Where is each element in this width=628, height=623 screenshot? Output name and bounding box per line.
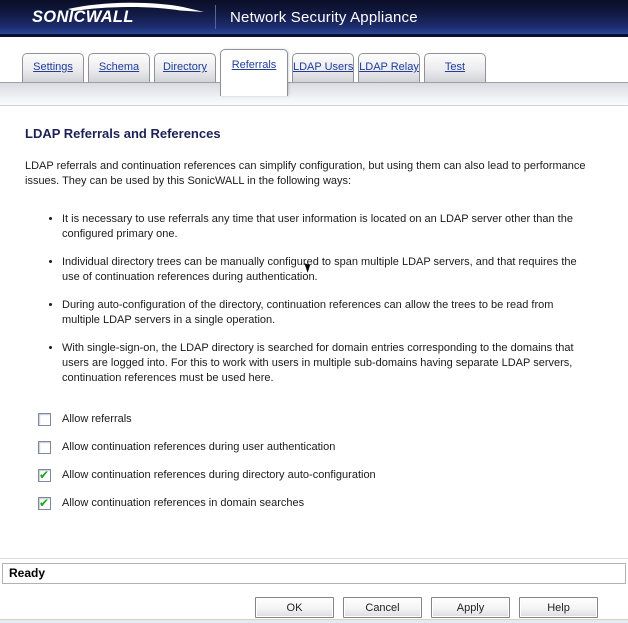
bullet-item: • With single-sign-on, the LDAP directory is searched for domain entries corresponding to the domains that users are logged into. For this to work with users in multiple sub-domains having separate LDAP servers, continuation references must be used here. bbox=[62, 341, 590, 386]
bullet-item: • It is necessary to use referrals any time that user information is located on an LDAP server other than the configured primary one. bbox=[62, 212, 590, 242]
toolbar-band bbox=[0, 82, 628, 106]
checkbox-row bbox=[38, 439, 603, 455]
checkbox-row bbox=[38, 411, 603, 427]
checkbox-label: Allow continuation references during directory auto-configuration bbox=[62, 469, 376, 481]
footer-divider bbox=[0, 558, 628, 559]
tab-referrals[interactable]: Referrals bbox=[220, 49, 288, 96]
button-row bbox=[255, 597, 598, 618]
bullet-list bbox=[45, 212, 590, 386]
bullet-item: • During auto-configuration of the directory, continuation references can allow the trees to be read from multiple LDAP servers in a single operation. bbox=[62, 298, 590, 328]
tab-settings[interactable]: Settings bbox=[22, 53, 84, 82]
checkbox-label: Allow referrals bbox=[62, 413, 132, 425]
header-divider bbox=[215, 5, 216, 29]
tab-schema[interactable]: Schema bbox=[88, 53, 150, 82]
checkbox-row bbox=[38, 495, 603, 511]
tab-test[interactable]: Test bbox=[424, 53, 486, 82]
appliance-title: Network Security Appliance bbox=[230, 8, 418, 26]
intro-text: LDAP referrals and continuation references can simplify configuration, but using them can also lead to performance issues. They can be used by this SonicWALL in the following ways: bbox=[25, 160, 586, 187]
status-text: Ready bbox=[9, 566, 46, 580]
bullet-item: • Individual directory trees can be manually configured to span multiple LDAP servers, and that requires the use of continuation references during authentication. bbox=[62, 255, 590, 285]
tab-ldap-relay[interactable]: LDAP Relay bbox=[358, 53, 420, 82]
allow-continuation-domain-search-checkbox[interactable] bbox=[38, 497, 51, 510]
tab-bar bbox=[0, 37, 628, 82]
sonicwall-logo bbox=[0, 2, 215, 33]
sonicwall-logo-icon bbox=[28, 2, 213, 28]
allow-continuation-user-auth-checkbox[interactable] bbox=[38, 441, 51, 454]
svg-text:SONICWALL: SONICWALL bbox=[32, 7, 134, 26]
checkbox-row bbox=[38, 467, 603, 483]
ok-button[interactable]: OK bbox=[255, 597, 334, 618]
app-header bbox=[0, 0, 628, 37]
tab-directory[interactable]: Directory bbox=[154, 53, 216, 82]
cancel-button[interactable]: Cancel bbox=[343, 597, 422, 618]
checkbox-group bbox=[38, 411, 603, 511]
checkbox-label: Allow continuation references during user authentication bbox=[62, 441, 336, 453]
page-title: LDAP Referrals and References bbox=[25, 126, 221, 141]
apply-button[interactable]: Apply bbox=[431, 597, 510, 618]
allow-referrals-checkbox[interactable] bbox=[38, 413, 51, 426]
help-button[interactable]: Help bbox=[519, 597, 598, 618]
main-content bbox=[0, 106, 628, 511]
checkbox-label: Allow continuation references in domain searches bbox=[62, 497, 305, 509]
status-bar bbox=[2, 563, 626, 584]
allow-continuation-auto-config-checkbox[interactable] bbox=[38, 469, 51, 482]
tab-ldap-users[interactable]: LDAP Users bbox=[292, 53, 354, 82]
